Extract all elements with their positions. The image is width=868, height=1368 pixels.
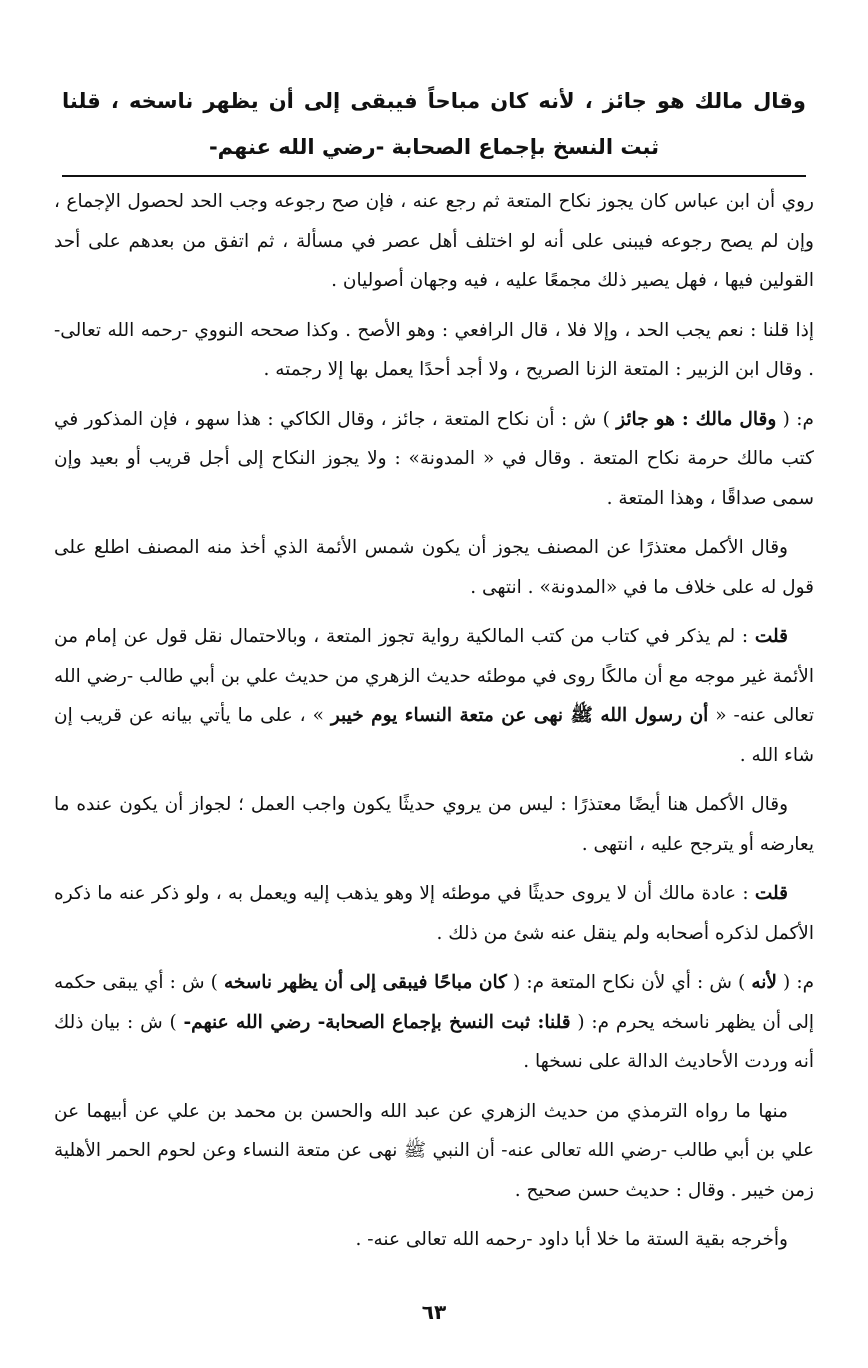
bold-text-segment: كان مباحًا فيبقى إلى أن يظهر ناسخه xyxy=(223,972,507,993)
commentary-paragraph xyxy=(54,874,814,953)
text-segment: ) ش : أي لأن نكاح المتعة م: ( xyxy=(506,972,752,993)
commentary-paragraph xyxy=(54,182,814,301)
text-segment: ) ش : أي يبقى حكمه إلى أن يظهر ناسخه يحرم م: ( xyxy=(54,972,815,1033)
bold-text-segment: أن رسول الله ﷺ نهى عن متعة النساء يوم خيبر xyxy=(330,705,709,726)
text-segment: » ، على ما يأتي بيانه عن قريب إن شاء الله . xyxy=(54,705,814,766)
text-segment: إذا قلنا : نعم يجب الحد ، وإلا فلا ، قال الرافعي : وهو الأصح . وكذا صححه النووي -رحمه الله تعالى- . وقال ابن الزبير : المتعة الزنا الصريح ، ولا أجد أحدًا يعمل بها إلا رجمته . xyxy=(54,319,814,380)
commentary-paragraph xyxy=(54,785,814,864)
commentary-paragraph xyxy=(54,311,814,390)
text-segment: وقال الأكمل معتذرًا عن المصنف يجوز أن يكون شمس الأئمة الذي أخذ منه المصنف اطلع على قول له على خلاف ما في «المدونة» . انتهى . xyxy=(54,537,814,598)
text-segment: وأخرجه بقية الستة ما خلا أبا داود -رحمه الله تعالى عنه- . xyxy=(355,1229,788,1250)
page-number: ٦٣ xyxy=(421,1300,447,1324)
text-segment: روي أن ابن عباس كان يجوز نكاح المتعة ثم رجع عنه ، فإن صح رجوعه وجب الحد لحصول الإجماع ، وإن لم يصح رجوعه فيبنى على أنه لو اختلف أهل عصر في مسألة ، ثم اتفق من بعدهم على أحد القولين فيها ، فهل يصير ذلك مجمعًا عليه ، فيه وجهان أصوليان . xyxy=(54,191,814,291)
text-segment: منها ما رواه الترمذي من حديث الزهري عن عبد الله والحسن بن محمد بن علي عن أبيهما عن علي بن أبي طالب -رضي الله تعالى عنه- أن النبي ﷺ نهى عن متعة النساء وعن لحوم الحمر الأهلية زمن خيبر . وقال : حديث حسن صحيح . xyxy=(54,1100,814,1201)
text-segment: وقال الأكمل هنا أيضًا معتذرًا : ليس من يروي حديثًا يكون واجب العمل ؛ لجواز أن يكون عنده ما يعارضه أو يترجح عليه ، انتهى . xyxy=(54,794,814,855)
text-segment: ) ش : بيان ذلك أنه وردت الأحاديث الدالة على نسخها . xyxy=(54,1011,814,1072)
text-segment: م: ( xyxy=(776,408,814,430)
bold-text-segment: قلنا: ثبت النسخ بإجماع الصحابة- رضي الله عنهم- xyxy=(183,1011,571,1033)
text-segment: : لم يذكر في كتاب من كتب المالكية رواية تجوز المتعة ، وبالاحتمال نقل قول عن إمام من الأئمة غير موجه مع أن مالكًا روى في موطئه حديث الزهري من حديث علي بن أبي طالب -رضي الله تعالى عنه- « xyxy=(54,626,814,726)
text-segment: : عادة مالك أن لا يروى حديثًا في موطئه إلا وهو يذهب إليه ويعمل به ، ولو ذكر عنه ما ذكره الأكمل لذكره أصحابه ولم ينقل عنه شئ من ذلك . xyxy=(54,883,814,944)
matn-header: وقال مالك هو جائز ، لأنه كان مباحاً فيبقى إلى أن يظهر ناسخه ، قلنا ثبت النسخ بإجماع الصحابة -رضي الله عنهم- xyxy=(62,89,806,159)
bold-text-segment: قلت xyxy=(754,883,788,904)
commentary-paragraph xyxy=(54,400,814,519)
commentary-paragraph xyxy=(54,528,814,607)
text-segment: ) ش : أن نكاح المتعة ، جائز ، وقال الكاكي : هذا سهو ، فإن المذكور في كتب مالك حرمة نكاح المتعة . وقال في « المدونة» : ولا يجوز النكاح إلى أجل قريب أو بعيد وإن سمى صداقًا ، وهذا المتعة . xyxy=(54,408,814,509)
bold-text-segment: وقال مالك : هو جائز xyxy=(616,408,777,430)
header-divider xyxy=(62,175,806,177)
text-segment: م: ( xyxy=(776,972,815,993)
commentary-paragraph xyxy=(54,1092,814,1211)
bold-text-segment: لأنه xyxy=(751,972,777,993)
commentary-paragraph xyxy=(54,963,814,1082)
commentary-body xyxy=(54,182,814,1270)
bold-text-segment: قلت xyxy=(754,626,788,647)
commentary-paragraph xyxy=(54,617,814,775)
commentary-paragraph xyxy=(54,1220,814,1260)
